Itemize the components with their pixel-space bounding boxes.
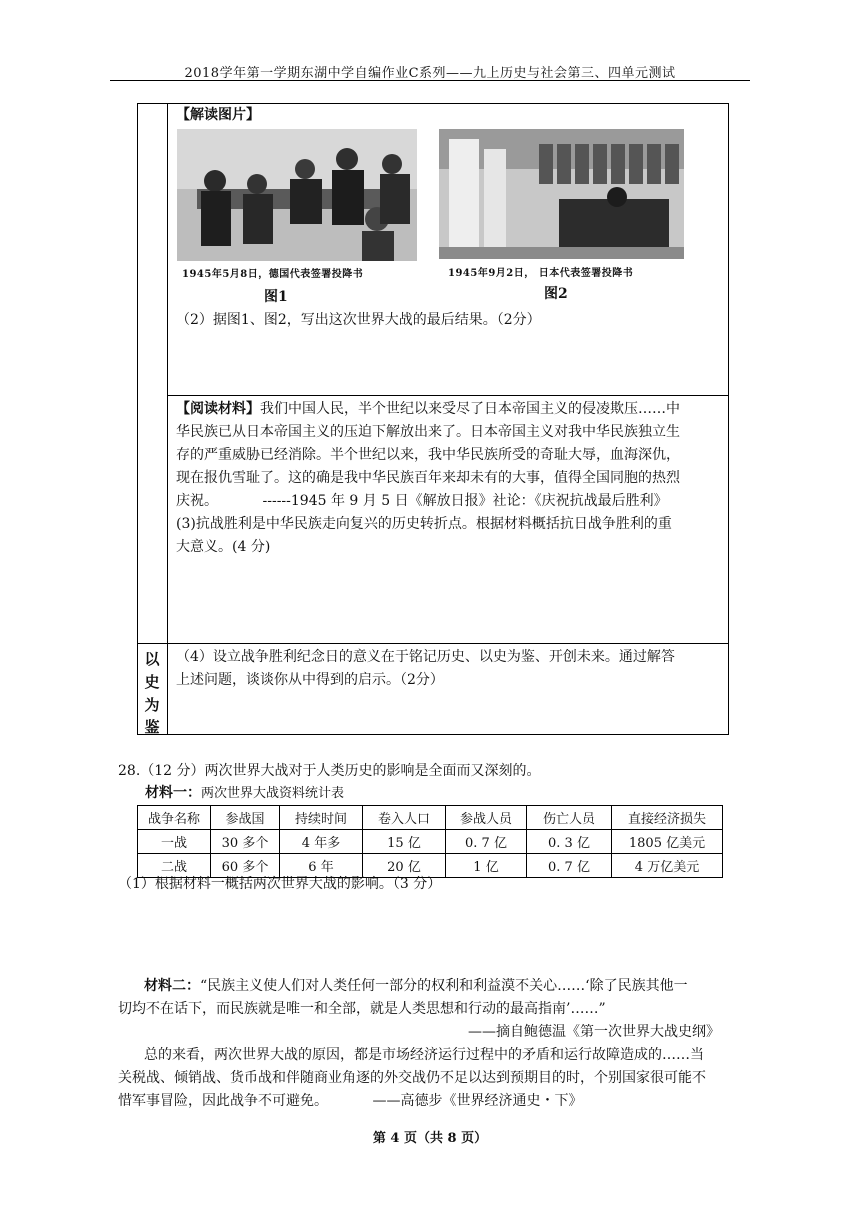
figure2-caption: 1945年9月2日， 日本代表签署投降书 bbox=[448, 268, 634, 279]
war-stats-table bbox=[137, 805, 723, 878]
table-cell: 0. 7 亿 bbox=[446, 830, 527, 854]
table-cell: 60 多个 bbox=[211, 854, 280, 878]
question-3-line-1: (3)抗战胜利是中华民族走向复兴的历史转折点。根据材料概括抗日战争胜利的重 bbox=[176, 516, 672, 532]
divider-material-lesson bbox=[137, 643, 729, 644]
material1-title: 两次世界大战资料统计表 bbox=[201, 786, 345, 801]
material-line-1: 【阅读材料】我们中国人民，半个世纪以来受尽了日本帝国主义的侵凌欺压……中 bbox=[176, 401, 680, 417]
material2-source: ——摘自鲍德温《第一次世界大战史纲》 bbox=[468, 1024, 720, 1040]
material-paragraph bbox=[176, 398, 724, 559]
divider-picture-material bbox=[167, 395, 729, 396]
question-3-line-2: 大意义。(4 分) bbox=[176, 539, 271, 555]
table-header-cell: 直接经济损失 bbox=[612, 806, 723, 830]
material2-line-1: 材料二：“民族主义使人们对人类任何一部分的权利和利益漠不关心……‘除了民族其他一 bbox=[144, 978, 688, 994]
material1-title-line bbox=[145, 782, 344, 805]
side-label-char-1: 以 bbox=[144, 650, 160, 668]
table-row bbox=[138, 830, 723, 854]
table-cell: 4 年多 bbox=[280, 830, 363, 854]
table-cell: 6 年 bbox=[280, 854, 363, 878]
side-label-char-4: 鉴 bbox=[144, 718, 160, 736]
page-header: 2018学年第一学期东湖中学自编作业C系列——九上历史与社会第三、四单元测试 bbox=[184, 66, 676, 81]
figure2-photo bbox=[439, 129, 684, 259]
table-cell: 0. 3 亿 bbox=[527, 830, 612, 854]
question-4-line-1: （4）设立战争胜利纪念日的意义在于铭记历史、以史为鉴、开创未来。通过解答 bbox=[176, 649, 675, 665]
material-line-2: 华民族已从日本帝国主义的压迫下解放出来了。日本帝国主义对我中华民族独立生 bbox=[176, 424, 680, 440]
material3-line-3: 惜军事冒险，因此战争不可避免。 ——高德步《世界经济通史・下》 bbox=[118, 1093, 583, 1109]
material3-line-1: 总的来看，两次世界大战的原因，都是市场经济运行过程中的矛盾和运行故障造成的……当 bbox=[144, 1047, 704, 1063]
picture-heading: 【解读图片】 bbox=[176, 107, 260, 123]
side-label-char-3: 为 bbox=[144, 696, 160, 714]
table-cell: 1 亿 bbox=[446, 854, 527, 878]
page-footer: 第 4 页（共 8 页） bbox=[372, 1131, 488, 1146]
figure1-photo bbox=[177, 129, 417, 261]
table-cell: 20 亿 bbox=[363, 854, 446, 878]
table-header-cell: 持续时间 bbox=[280, 806, 363, 830]
table-header-cell: 伤亡人员 bbox=[527, 806, 612, 830]
table-header-cell: 卷入人口 bbox=[363, 806, 446, 830]
material2-label: 材料二： bbox=[144, 978, 200, 994]
q28-question-1: （1）根据材料一概括两次世界大战的影响。（3 分） bbox=[118, 876, 442, 892]
table-header-row bbox=[138, 806, 723, 830]
header-rule bbox=[110, 80, 750, 81]
table-cell: 二战 bbox=[138, 854, 211, 878]
material2-line-2: 切均不在话下，而民族就是唯一和全部，就是人类思想和行动的最高指南’……” bbox=[118, 1001, 606, 1017]
figure1-caption: 1945年5月8日，德国代表签署投降书 bbox=[182, 269, 364, 280]
frame-inner-left-line bbox=[167, 103, 168, 643]
material-line-4: 现在报仇雪耻了。这的确是我中华民族百年来却未有的大事，值得全国同胞的热烈 bbox=[176, 470, 680, 486]
table-cell: 1805 亿美元 bbox=[612, 830, 723, 854]
table-cell: 0. 7 亿 bbox=[527, 854, 612, 878]
material-line-3: 存的严重威胁已经消除。半个世纪以来，我中华民族所受的奇耻大辱，血海深仇， bbox=[176, 447, 680, 463]
question-4-line-2: 上述问题，谈谈你从中得到的启示。（2分） bbox=[176, 672, 444, 688]
table-cell: 15 亿 bbox=[363, 830, 446, 854]
figure2-label: 图2 bbox=[544, 286, 568, 302]
material2-block bbox=[118, 975, 748, 1113]
lesson-side-divider bbox=[167, 643, 168, 735]
figure1-label: 图1 bbox=[264, 289, 288, 305]
material3-line-2: 关税战、倾销战、货币战和伴随商业角逐的外交战仍不足以达到预期目的时，个别国家很可能不 bbox=[118, 1070, 706, 1086]
table-cell: 一战 bbox=[138, 830, 211, 854]
question-2: （2）据图1、图2，写出这次世界大战的最后结果。（2分） bbox=[176, 312, 541, 328]
q28-stem: 28.（12 分）两次世界大战对于人类历史的影响是全面而又深刻的。 bbox=[118, 763, 541, 779]
table-cell: 30 多个 bbox=[211, 830, 280, 854]
table-header-cell: 参战国 bbox=[211, 806, 280, 830]
material-line-5: 庆祝。 ------1945 年 9 月 5 日《解放日报》社论：《庆祝抗战最后胜利》 bbox=[176, 493, 668, 509]
material-heading: 【阅读材料】 bbox=[176, 401, 260, 417]
table-cell: 4 万亿美元 bbox=[612, 854, 723, 878]
material1-label: 材料一： bbox=[145, 785, 201, 801]
question-4 bbox=[176, 646, 724, 692]
side-label-char-2: 史 bbox=[144, 673, 160, 691]
table-header-cell: 参战人员 bbox=[446, 806, 527, 830]
table-header-cell: 战争名称 bbox=[138, 806, 211, 830]
